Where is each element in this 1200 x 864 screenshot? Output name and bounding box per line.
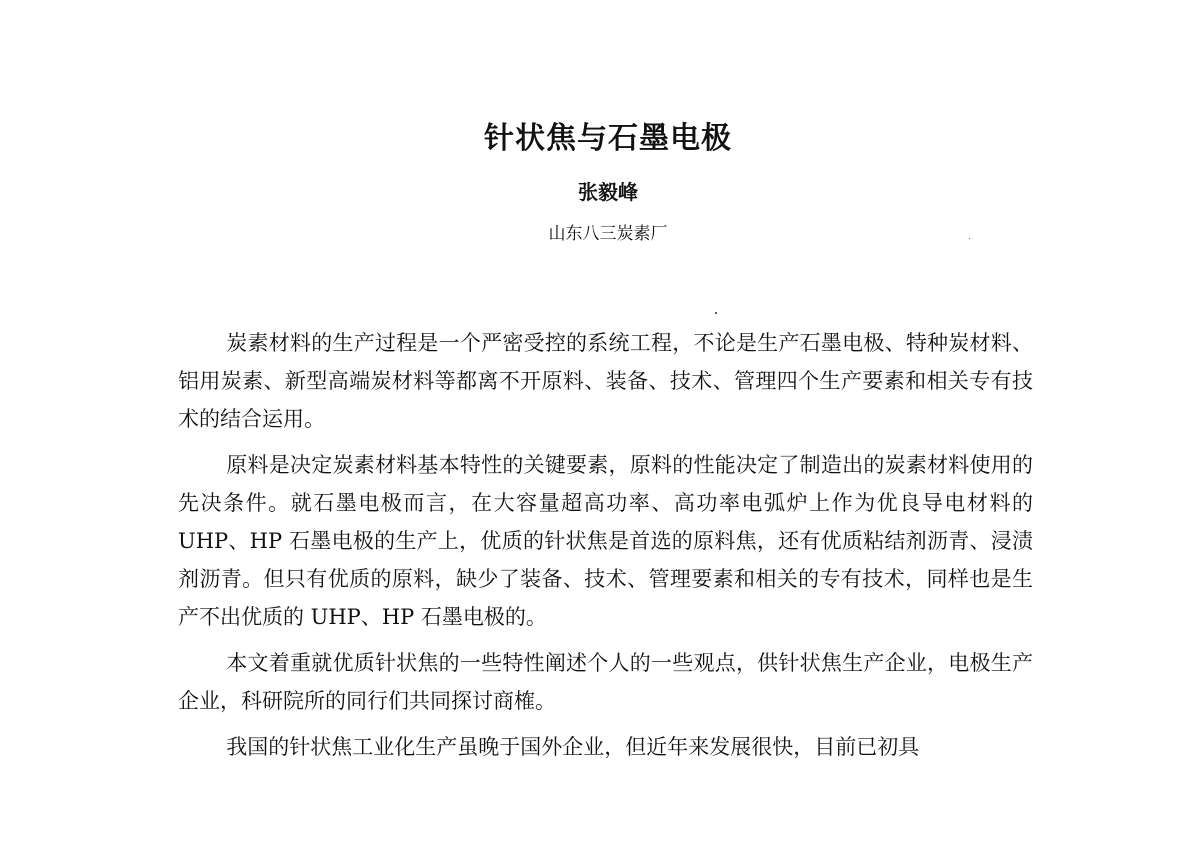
paper-title: 针状焦与石墨电极 <box>484 121 732 156</box>
paragraph: 原料是决定炭素材料基本特性的关键要素，原料的性能决定了制造出的炭素材料使用的先决条件。就石墨电极而言，在大容量超高功率、高功率电弧炉上作为优良导电材料的 UHP、HP 石墨电极的生产上，优质的针状焦是首选的原料焦，还有优质粘结剂沥青、浸渍剂沥青。但只有优质的原料，缺少了装备、技术、管理要素和相关的专有技术，同样也是生产不出优质的 UHP、HP 石墨电极的。 <box>178 453 1033 629</box>
body-text <box>178 324 1033 774</box>
scan-speck <box>969 238 970 239</box>
scan-speck <box>715 312 717 314</box>
author-name: 张毅峰 <box>578 180 638 204</box>
paragraph: 炭素材料的生产过程是一个严密受控的系统工程，不论是生产石墨电极、特种炭材料、铝用炭素、新型高端炭材料等都离不开原料、装备、技术、管理四个生产要素和相关专有技术的结合运用。 <box>178 331 1033 431</box>
paragraph: 本文着重就优质针状焦的一些特性阐述个人的一些观点，供针状焦生产企业，电极生产企业，科研院所的同行们共同探讨商榷。 <box>178 651 1033 713</box>
author-affiliation: 山东八三炭素厂 <box>548 224 668 244</box>
paragraph: 我国的针状焦工业化生产虽晚于国外企业，但近年来发展很快，目前已初具 <box>226 735 920 759</box>
